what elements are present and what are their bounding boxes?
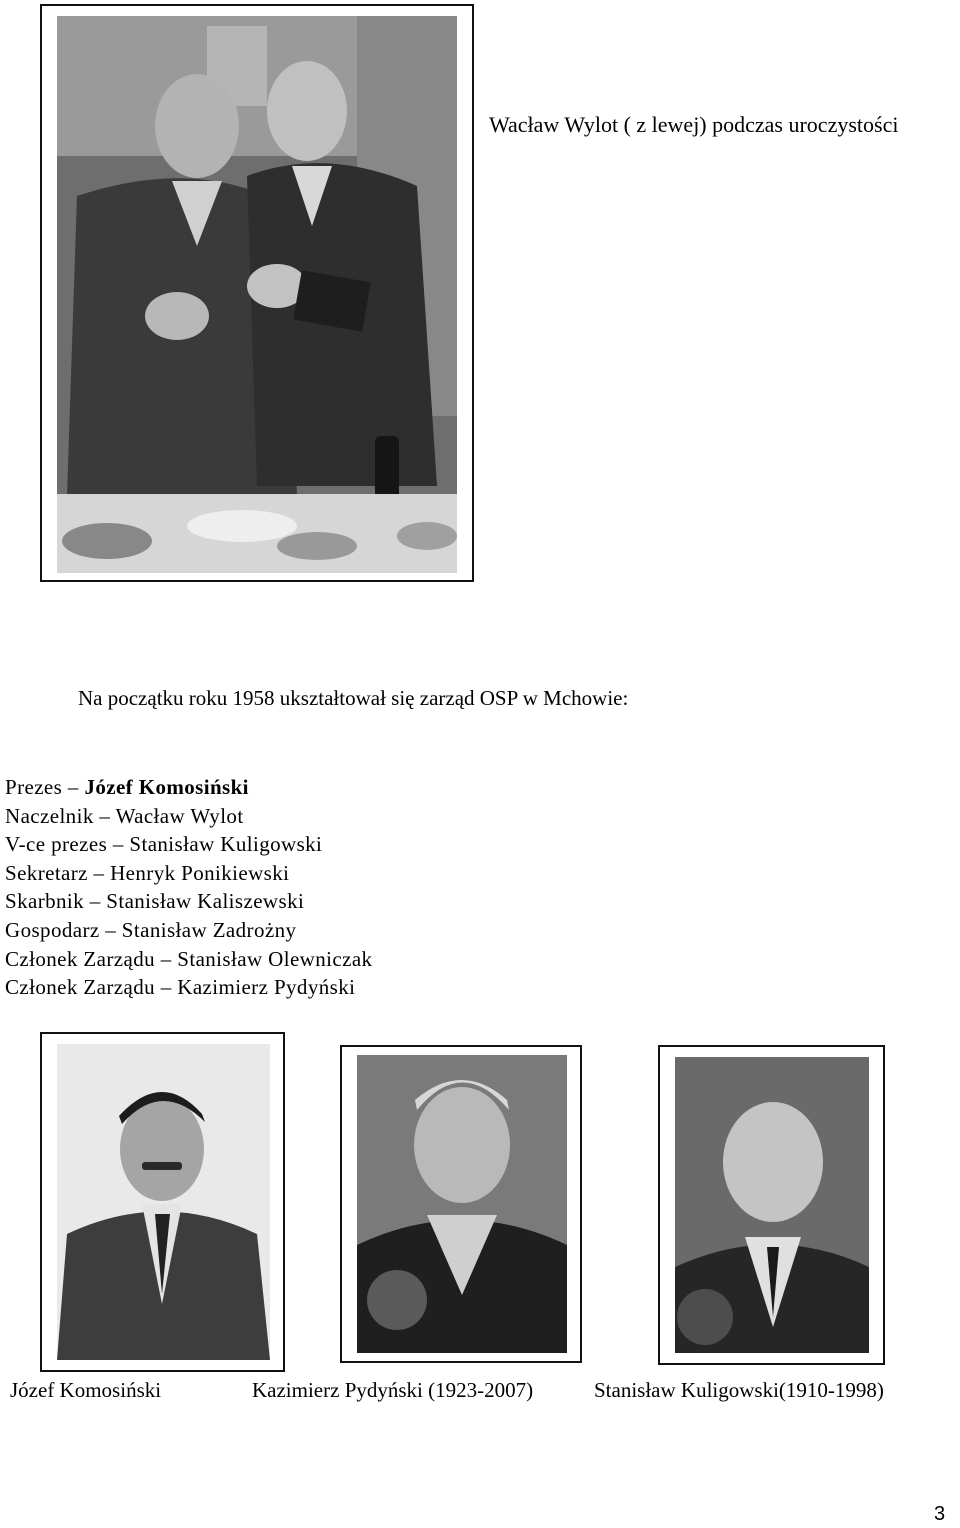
board-member (5, 830, 372, 859)
board-member (5, 973, 372, 1002)
main-photo-frame (40, 4, 474, 582)
board-name: Stanisław Olewniczak (177, 946, 373, 971)
board-role: Skarbnik (5, 889, 85, 914)
board-name: Kazimierz Pydyński (177, 975, 356, 1000)
main-photo (57, 16, 457, 573)
dash-separator: – (112, 832, 124, 857)
dash-separator: – (160, 946, 172, 971)
board-role: V-ce prezes (5, 832, 108, 857)
board-role: Członek Zarządu (5, 975, 156, 1000)
portrait-frame-kuligowski (658, 1045, 885, 1365)
board-name: Stanisław Kuligowski (129, 832, 323, 857)
board-name: Józef Komosiński (84, 775, 249, 799)
intro-text: Na początku roku 1958 ukształtował się zarząd OSP w Mchowie: (78, 686, 629, 710)
board-member (5, 802, 372, 831)
portrait-caption: Stanisław Kuligowski(1910-1998) (594, 1378, 884, 1402)
board-member (5, 916, 372, 945)
board-role: Członek Zarządu (5, 946, 156, 971)
portrait-caption: Józef Komosiński (10, 1378, 162, 1402)
board-member-list (5, 773, 372, 1002)
board-member (5, 859, 372, 888)
dash-separator: – (89, 889, 101, 914)
portrait-photo-kuligowski (675, 1057, 869, 1353)
board-member (5, 945, 372, 974)
celebration-photo-image (57, 16, 457, 573)
portrait-image (357, 1055, 567, 1353)
dash-separator: – (67, 775, 79, 799)
portrait-photo-komosinski (57, 1044, 270, 1360)
board-name: Stanisław Zadrożny (121, 917, 297, 942)
dash-separator: – (93, 860, 105, 885)
board-member (5, 773, 372, 802)
dash-separator: – (99, 803, 111, 828)
portrait-photo-pydynski (357, 1055, 567, 1353)
board-role: Sekretarz (5, 860, 88, 885)
portrait-image (675, 1057, 869, 1353)
main-photo-caption: Wacław Wylot ( z lewej) podczas uroczystości (489, 112, 899, 137)
board-name: Wacław Wylot (115, 803, 244, 828)
portrait-frame-komosinski (40, 1032, 285, 1372)
board-role: Naczelnik (5, 803, 94, 828)
dash-separator: – (160, 975, 172, 1000)
page-number: 3 (934, 1503, 946, 1525)
board-name: Stanisław Kaliszewski (106, 889, 305, 914)
dash-separator: – (105, 917, 117, 942)
board-role: Prezes (5, 775, 63, 799)
board-role: Gospodarz (5, 917, 100, 942)
portrait-image (57, 1044, 270, 1360)
board-member (5, 887, 372, 916)
portrait-frame-pydynski (340, 1045, 582, 1363)
portrait-caption: Kazimierz Pydyński (1923-2007) (252, 1378, 534, 1402)
board-name: Henryk Ponikiewski (110, 860, 290, 885)
